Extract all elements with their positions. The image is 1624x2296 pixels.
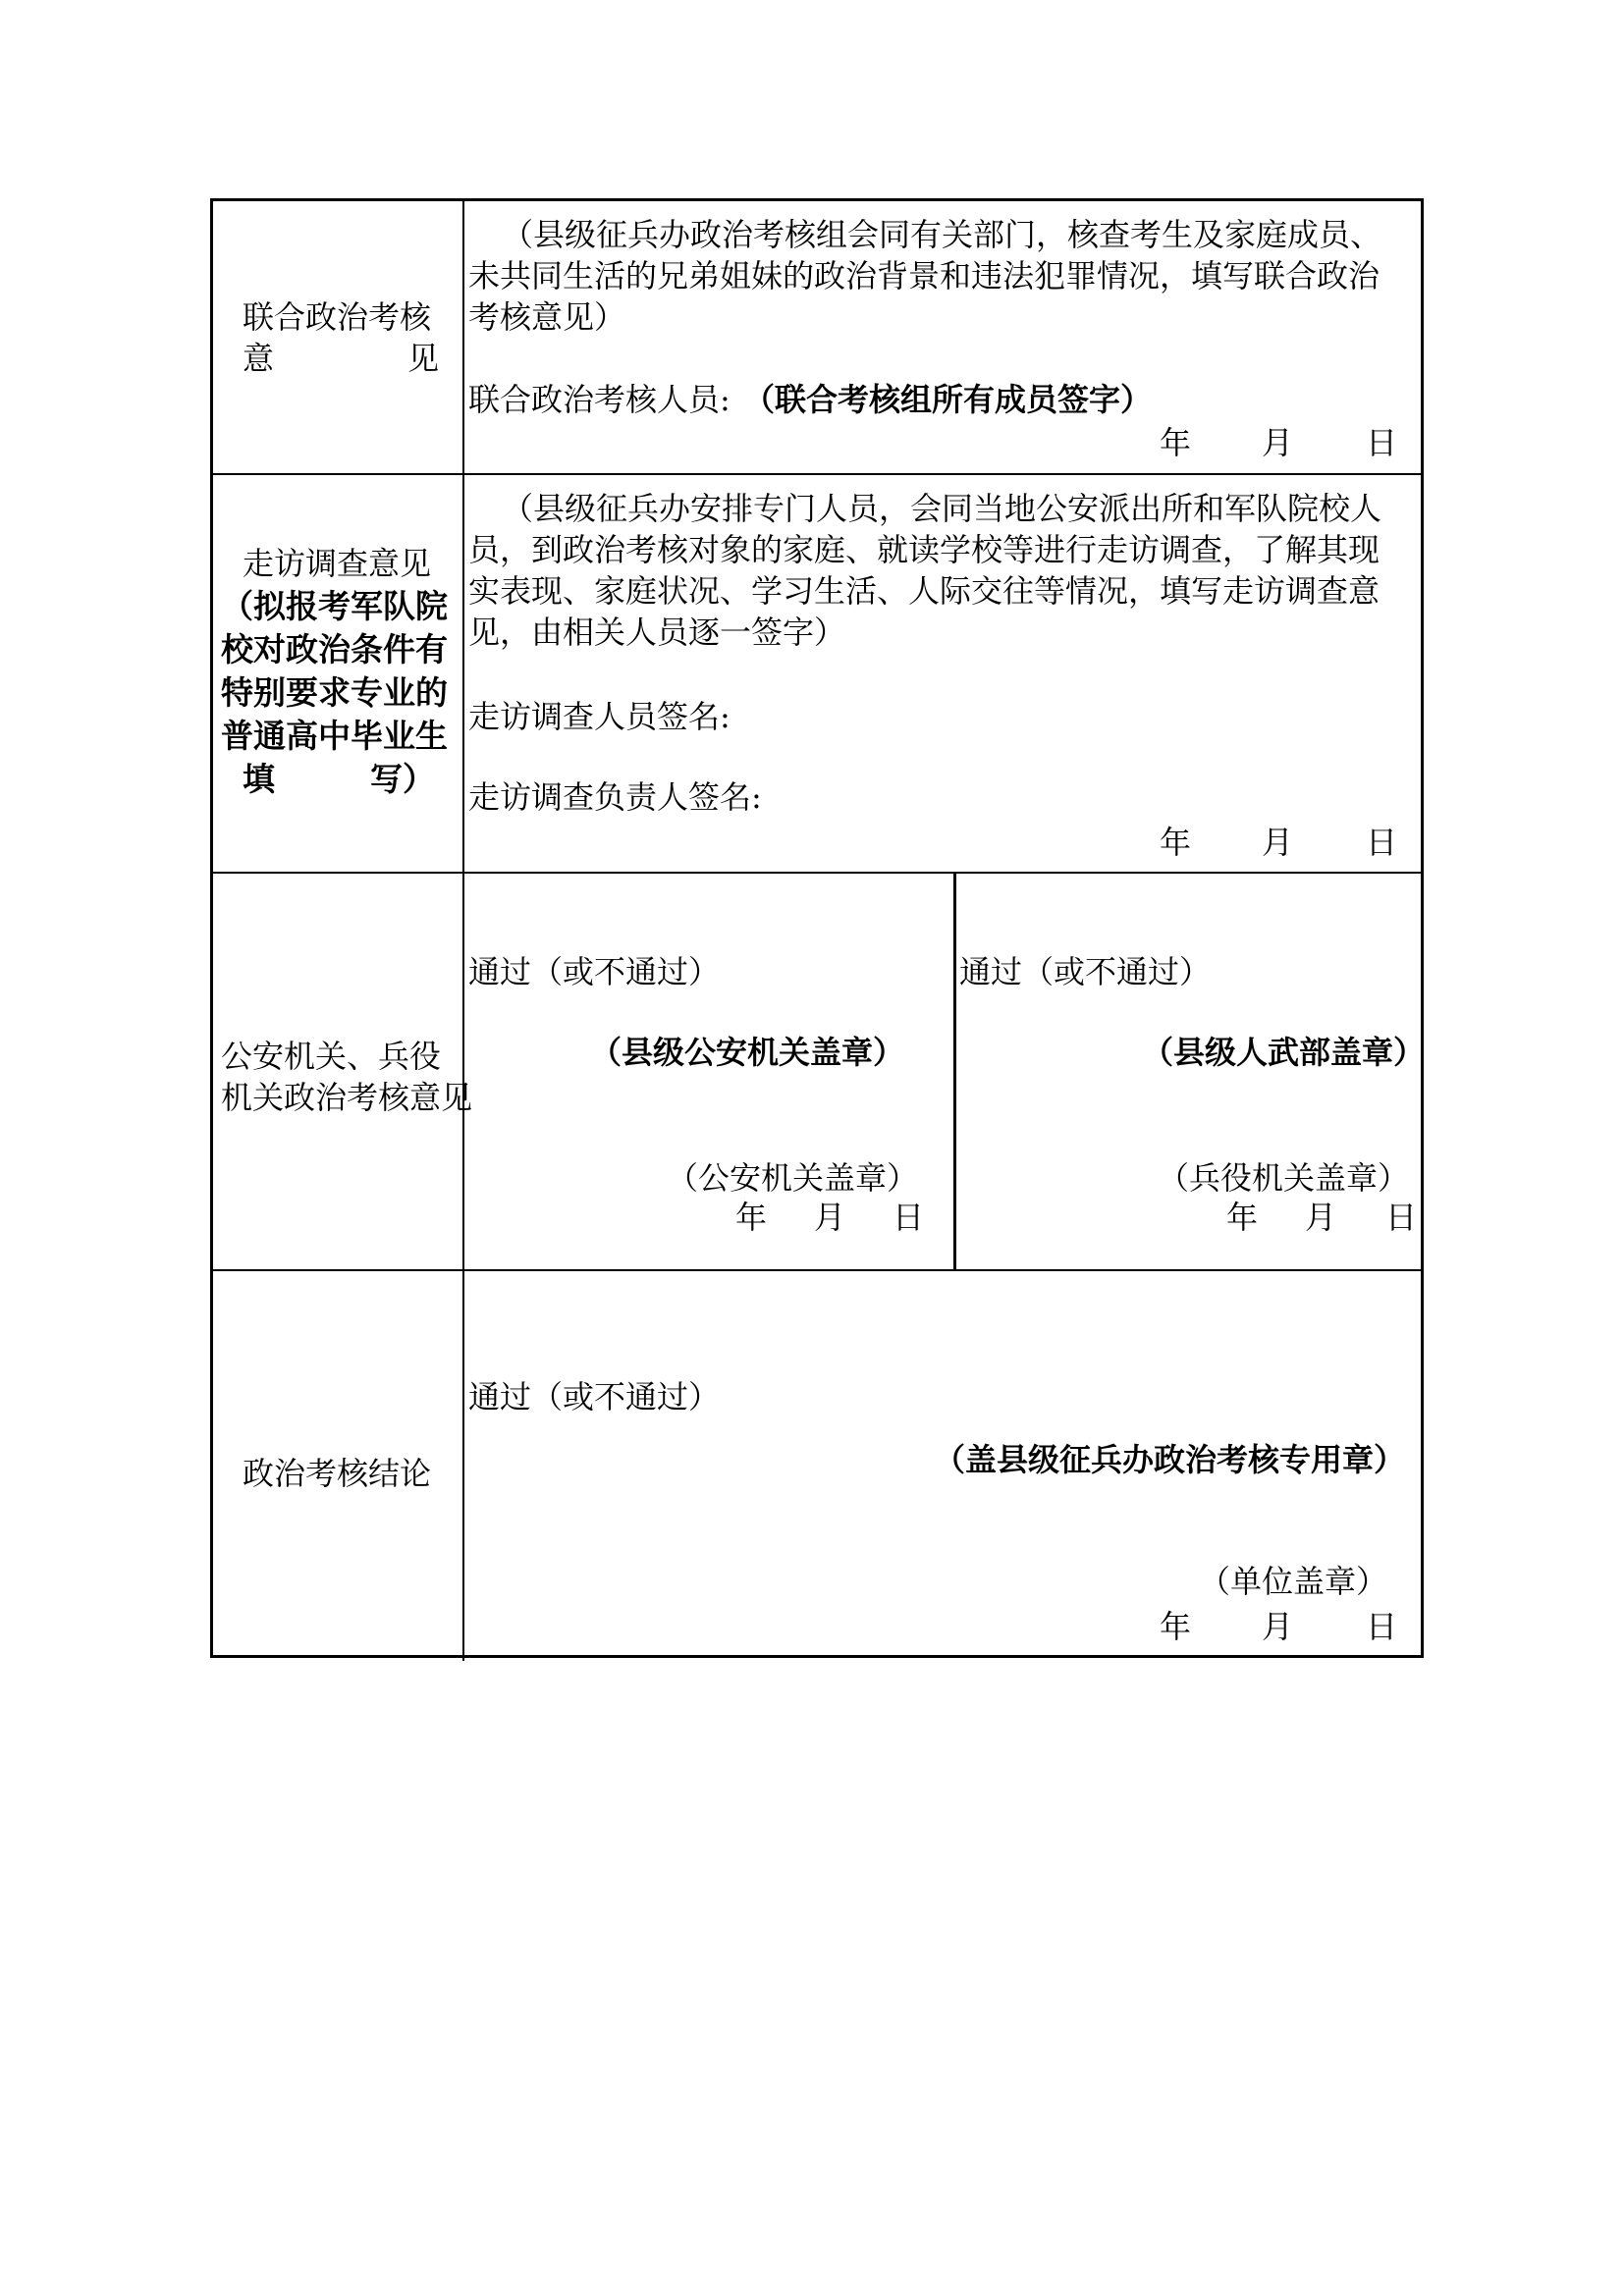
field-visit-note-3: 特别要求专业的 (221, 673, 448, 712)
joint-review-members-label: 联合政治考核人员: (468, 381, 731, 418)
military-stamp-label: （兵役机关盖章） (1158, 1159, 1410, 1197)
field-visit-note-5b: 写） (370, 760, 435, 798)
police-date-day: 日 (893, 1199, 925, 1236)
police-military-content-cell (464, 874, 1426, 1269)
police-military-label-cell (213, 874, 473, 1269)
joint-review-label-cell (213, 201, 464, 473)
police-military-divider (953, 874, 956, 1269)
field-visit-date-year: 年 (1160, 824, 1192, 861)
conclusion-stamp-label: （单位盖章） (1199, 1563, 1388, 1600)
conclusion-content-cell (464, 1271, 1421, 1661)
joint-review-members-note: （联合考核组所有成员签字） (743, 381, 1153, 418)
police-military-label-2: 机关政治考核意见 (221, 1079, 473, 1116)
police-date-month: 月 (814, 1199, 846, 1236)
military-seal-note: （县级人武部盖章） (1142, 1034, 1426, 1071)
field-visit-date-month: 月 (1262, 824, 1294, 861)
field-visit-label-cell (213, 475, 464, 872)
field-visit-investigators-label: 走访调查人员签名: (468, 698, 731, 735)
conclusion-date-day: 日 (1366, 1608, 1398, 1645)
joint-review-instruction-3: 考核意见） (468, 298, 626, 336)
field-visit-label: 走访调查意见 (243, 545, 432, 582)
military-date-month: 月 (1305, 1199, 1337, 1236)
field-visit-content-cell (464, 475, 1421, 872)
joint-review-date-month: 月 (1262, 424, 1294, 461)
conclusion-label-cell (213, 1271, 464, 1661)
field-visit-note-5a: 填 (243, 760, 275, 798)
joint-review-date-day: 日 (1366, 424, 1398, 461)
joint-review-instruction-1: （县级征兵办政治考核组会同有关部门，核查考生及家庭成员、 (502, 216, 1382, 253)
police-military-row (213, 874, 1426, 1271)
field-visit-note-2: 校对政治条件有 (221, 630, 448, 668)
police-stamp-label: （公安机关盖章） (667, 1159, 919, 1197)
field-visit-leader-label: 走访调查负责人签名: (468, 778, 762, 816)
joint-review-label: 联合政治考核 (243, 298, 432, 336)
conclusion-date-year: 年 (1160, 1608, 1192, 1645)
field-visit-note-4: 普通高中毕业生 (221, 717, 448, 755)
military-pass-text: 通过（或不通过） (959, 953, 1212, 990)
joint-review-content-cell (464, 201, 1421, 473)
conclusion-label: 政治考核结论 (243, 1455, 432, 1492)
conclusion-pass-text: 通过（或不通过） (468, 1378, 721, 1415)
field-visit-instruction-1: （县级征兵办安排专门人员，会同当地公安派出所和军队院校人 (502, 490, 1382, 527)
police-seal-note: （县级公安机关盖章） (590, 1034, 905, 1071)
field-visit-instruction-4: 见，由相关人员逐一签字） (468, 614, 846, 651)
joint-review-label-yi: 意 (243, 340, 275, 377)
political-review-form (210, 198, 1424, 1658)
joint-review-row (213, 201, 1421, 475)
field-visit-date-day: 日 (1366, 824, 1398, 861)
conclusion-row (213, 1271, 1421, 1661)
military-date-day: 日 (1385, 1199, 1418, 1236)
military-date-year: 年 (1226, 1199, 1259, 1236)
joint-review-date-year: 年 (1160, 424, 1192, 461)
field-visit-instruction-2: 员，到政治考核对象的家庭、就读学校等进行走访调查，了解其现 (468, 531, 1380, 568)
joint-review-instruction-2: 未共同生活的兄弟姐妹的政治背景和违法犯罪情况，填写联合政治 (468, 257, 1380, 294)
field-visit-instruction-3: 实表现、家庭状况、学习生活、人际交往等情况，填写走访调查意 (468, 572, 1380, 610)
police-date-year: 年 (735, 1199, 768, 1236)
conclusion-date-month: 月 (1262, 1608, 1294, 1645)
field-visit-note-1: （拟报考军队院 (221, 587, 448, 625)
police-pass-text: 通过（或不通过） (468, 953, 721, 990)
field-visit-row (213, 475, 1421, 874)
conclusion-seal-note: （盖县级征兵办政治考核专用章） (934, 1441, 1406, 1478)
joint-review-label-jian: 见 (407, 340, 440, 377)
police-military-label-1: 公安机关、兵役 (221, 1038, 442, 1075)
